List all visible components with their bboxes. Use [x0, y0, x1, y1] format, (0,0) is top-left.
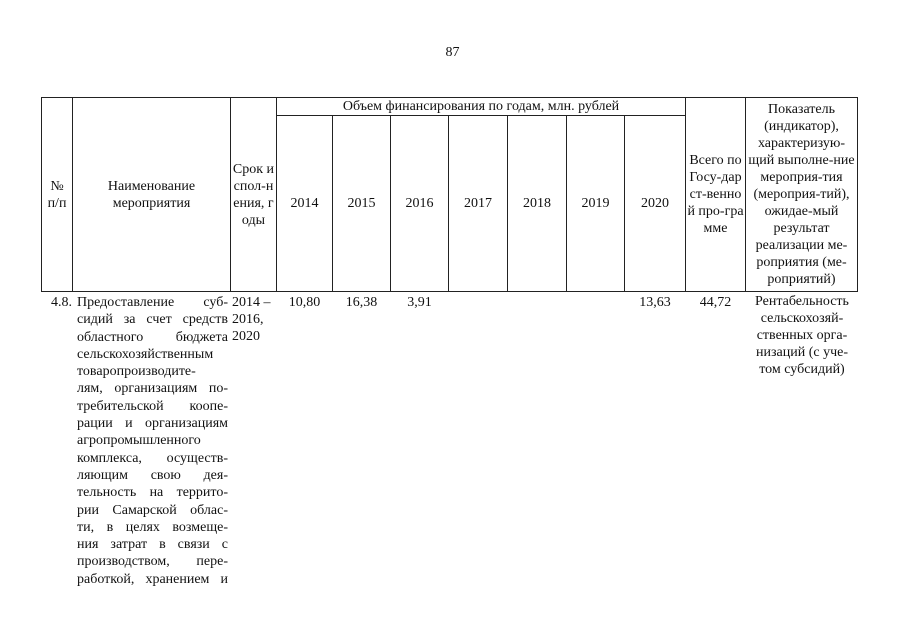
name-line: рации и организациям — [77, 416, 228, 432]
year-label: 2017 — [464, 196, 492, 211]
header-year-2015 — [333, 116, 390, 291]
header-year-2020 — [625, 116, 685, 291]
value-2014: 10,80 — [288, 295, 321, 310]
indicator-line: низаций (с уче- — [756, 345, 848, 360]
name-line: производством, пере- — [77, 554, 228, 570]
name-line: лям, организациям по- — [77, 381, 228, 397]
name-line: областного бюджета — [77, 329, 228, 345]
header-number — [42, 98, 72, 291]
row-number: 4.8. — [51, 295, 72, 310]
value-2020: 13,63 — [639, 295, 671, 310]
year-label: 2019 — [581, 196, 610, 211]
name-line: работкой, хранением и — [77, 571, 228, 587]
name-line: Предоставление суб- — [77, 295, 228, 310]
name-line: требительской коопе- — [77, 398, 228, 414]
value-2015: 16,38 — [345, 295, 378, 310]
name-line: комплекса, осуществ- — [77, 450, 228, 466]
name-line: сельскохозяйственным — [77, 346, 214, 362]
name-line: агропромышленного — [77, 433, 201, 449]
row-indicator — [747, 293, 857, 378]
period-line: 2014 – — [232, 295, 271, 310]
header-total — [686, 98, 745, 291]
period-line: 2020 — [232, 329, 260, 344]
header-name-label: Наименование мероприятия — [107, 178, 196, 211]
header-year-2019 — [567, 116, 624, 291]
header-number-label: № п/п — [47, 178, 67, 211]
indicator-line: Рентабельность — [755, 294, 849, 309]
name-line: тельность на террито- — [77, 485, 228, 501]
year-label: 2016 — [405, 196, 434, 211]
year-label: 2015 — [347, 196, 376, 211]
period-line: 2016, — [232, 312, 264, 327]
header-year-2014 — [277, 116, 332, 291]
row-name — [77, 294, 228, 588]
year-label: 2018 — [523, 196, 551, 211]
name-line: сидий за счет средств — [77, 312, 228, 328]
indicator-line: ственных орга- — [756, 328, 848, 343]
name-line: рии Самарской облас- — [77, 502, 228, 518]
name-line: ляющим свою дея- — [77, 467, 228, 483]
name-line: товаропроизводите- — [77, 364, 196, 380]
indicator-line: том субсидий) — [759, 362, 845, 377]
header-financing — [277, 98, 685, 115]
value-2016: 3,91 — [407, 295, 432, 310]
name-line: ти, в целях возмеще- — [77, 519, 228, 535]
year-label: 2020 — [641, 196, 669, 211]
header-indicator — [746, 98, 857, 291]
page-number: 87 — [445, 45, 460, 60]
indicator-line: сельскохозяй- — [760, 311, 844, 326]
header-indicator-label: Показатель (индикатор), характеризую-щий выполне-ние мероприя-тия (мероприя-тий), ожидае-мый результат реализации ме-роприятия (ме-роприятий) — [748, 102, 855, 287]
header-total-label: Всего по Госу-дарст-венной про-грамме — [687, 153, 744, 236]
header-year-2017 — [449, 116, 507, 291]
value-total: 44,72 — [699, 295, 732, 310]
header-year-2018 — [508, 116, 566, 291]
year-label: 2014 — [290, 196, 319, 211]
row-period — [232, 294, 276, 345]
header-financing-label: Объем финансирования по годам, млн. рублей — [342, 99, 620, 114]
header-year-2016 — [391, 116, 448, 291]
header-period — [231, 98, 276, 291]
header-period-label: Срок испол-нения, годы — [232, 161, 275, 228]
name-line: ния затрат в связи с — [77, 537, 228, 553]
header-name — [73, 98, 230, 291]
